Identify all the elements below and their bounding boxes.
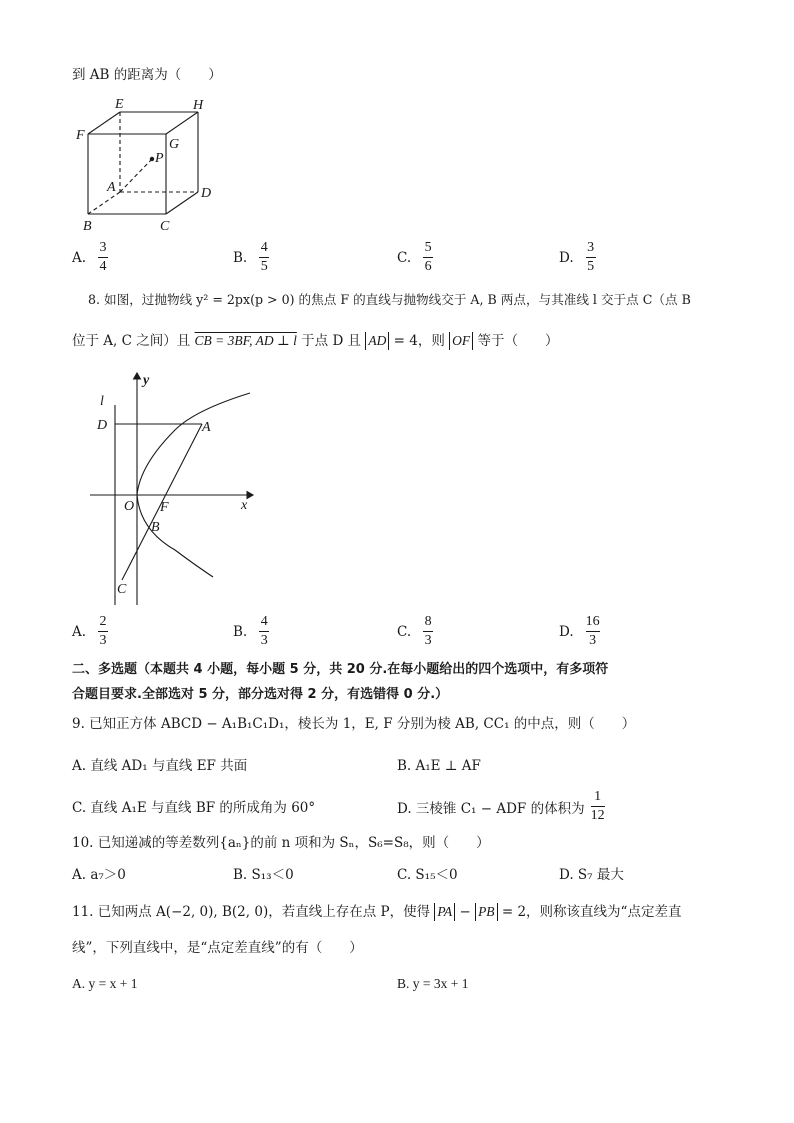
fraction: $\frac{1}{12}$ <box>590 789 605 823</box>
q11-option-a[interactable]: A. y = x + 1 <box>72 976 138 991</box>
q8-option-c[interactable]: C. $\frac{8}{3}$ <box>397 614 432 648</box>
abs-pb: PB <box>475 903 498 921</box>
fraction: $\frac{5}{6}$ <box>424 240 432 274</box>
abs-pa: PA <box>434 903 455 921</box>
q8-line1: 8. 如图，过抛物线 y² = 2px(p > 0) 的焦点 F 的直线与抛物线交于 A, B 两点，与其准线 l 交于点 C（点 B <box>88 292 691 307</box>
q10-stem: 10. 已知递减的等差数列{aₙ}的前 n 项和为 Sₙ，S₆=S₈，则（ ） <box>72 835 490 851</box>
q7-option-b[interactable]: B. $\frac{4}{5}$ <box>233 240 268 274</box>
q10-option-a[interactable]: A. a₇＞0 <box>72 867 126 883</box>
q11-line1: 11. 已知两点 A(−2, 0), B(2, 0)，若直线上存在点 P，使得 PA − PB = 2，则称该直线为“点定差直 <box>72 904 682 920</box>
point-p <box>150 157 154 161</box>
label-g: G <box>169 137 180 152</box>
q9-option-c[interactable]: C. 直线 A₁E 与直线 BF 的所成角为 60° <box>72 800 316 816</box>
label-l: l <box>100 394 104 409</box>
q11-option-b[interactable]: B. y = 3x + 1 <box>397 976 469 991</box>
q11-line2: 线”，下列直线中，是“点定差直线”的有（ ） <box>72 940 363 956</box>
label-d: D <box>97 418 108 433</box>
label-p: P <box>155 151 164 166</box>
fraction: $\frac{16}{3}$ <box>585 614 600 648</box>
cube-figure <box>70 90 220 240</box>
vector-equation: CB = 3BF, AD ⊥ l <box>194 333 297 348</box>
fraction: $\frac{4}{5}$ <box>260 240 268 274</box>
q8-option-d[interactable]: D. $\frac{16}{3}$ <box>559 614 600 648</box>
q7-tail: 到 AB 的距离为（ ） <box>72 67 222 83</box>
q9-stem: 9. 已知正方体 ABCD − A₁B₁C₁D₁，棱长为 1，E, F 分别为棱 AB, CC₁ 的中点，则（ ） <box>72 716 636 732</box>
label-c: C <box>160 219 170 234</box>
q9-option-d[interactable]: D. 三棱锥 C₁ − ADF 的体积为 $\frac{1}{12}$ <box>397 789 605 823</box>
label-b: B <box>83 219 92 234</box>
q8-option-a[interactable]: A. $\frac{2}{3}$ <box>72 614 107 648</box>
q7-option-a[interactable]: A. $\frac{3}{4}$ <box>72 240 107 274</box>
label-a: A <box>107 180 116 195</box>
abs-of: OF <box>449 332 473 350</box>
q10-option-c[interactable]: C. S₁₅＜0 <box>397 867 458 883</box>
label-x: x <box>241 498 248 513</box>
label-d: D <box>201 186 212 201</box>
fraction: $\frac{3}{5}$ <box>587 240 595 274</box>
label-b: B <box>151 520 160 535</box>
q7-option-c[interactable]: C. $\frac{5}{6}$ <box>397 240 432 274</box>
q10-option-b[interactable]: B. S₁₃＜0 <box>233 867 294 883</box>
fraction: $\frac{4}{3}$ <box>260 614 268 648</box>
fraction: $\frac{8}{3}$ <box>424 614 432 648</box>
label-o: O <box>124 499 135 514</box>
abs-ad: AD <box>365 332 389 350</box>
label-f: F <box>160 500 169 515</box>
label-e: E <box>115 97 124 112</box>
q8-line2: 位于 A, C 之间）且 CB = 3BF, AD ⊥ l 于点 D 且 AD = 4，则 OF 等于（ ） <box>72 333 559 349</box>
fraction: $\frac{3}{4}$ <box>99 240 107 274</box>
q9-option-b[interactable]: B. A₁E ⊥ AF <box>397 758 481 774</box>
label-c: C <box>117 582 127 597</box>
q8-option-b[interactable]: B. $\frac{4}{3}$ <box>233 614 268 648</box>
label-f: F <box>76 128 85 143</box>
q10-option-d[interactable]: D. S₇ 最大 <box>559 867 624 883</box>
fraction: $\frac{2}{3}$ <box>99 614 107 648</box>
label-h: H <box>193 98 204 113</box>
q7-option-d[interactable]: D. $\frac{3}{5}$ <box>559 240 595 274</box>
q9-option-a[interactable]: A. 直线 AD₁ 与直线 EF 共面 <box>72 758 248 774</box>
section2-heading-line1: 二、多选题（本题共 4 小题，每小题 5 分，共 20 分.在每小题给出的四个选项中，有多项符 <box>72 662 609 677</box>
label-a: A <box>202 420 211 435</box>
parabola-figure <box>85 365 265 615</box>
label-y: y <box>143 373 150 388</box>
section2-heading-line2: 合题目要求.全部选对 5 分，部分选对得 2 分，有选错得 0 分.） <box>72 687 449 702</box>
